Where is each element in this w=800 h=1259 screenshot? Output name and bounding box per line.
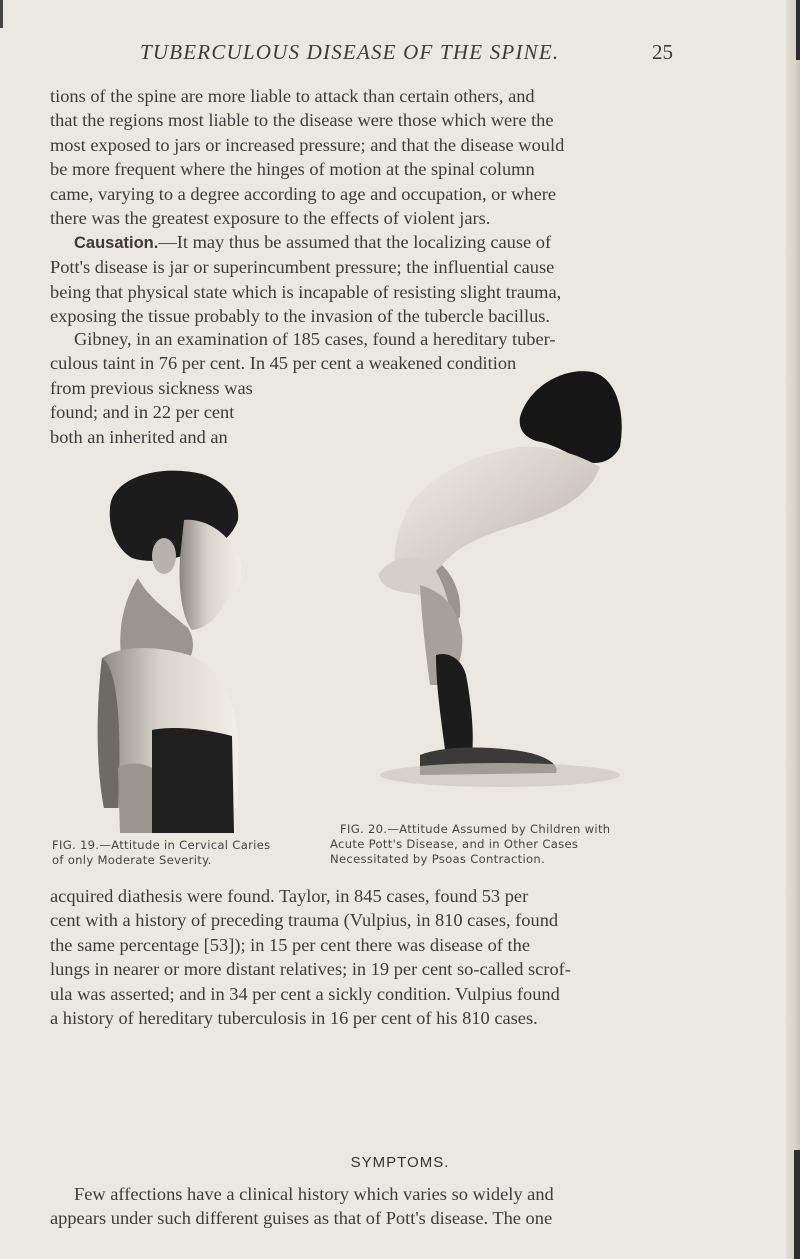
text-line: ula was asserted; and in 34 per cent a sickly condition. Vulpius found	[50, 983, 560, 1004]
text-line: the same percentage [53]); in 15 per cent there was disease of the	[50, 934, 530, 955]
text-line: most exposed to jars or increased pressure; and that the disease would	[50, 134, 565, 155]
text-line: —It may thus be assumed that the localizing cause of	[158, 232, 552, 252]
figure-20-caption	[330, 822, 660, 867]
caption-line: of only Moderate Severity.	[52, 853, 212, 867]
text-line: exposing the tissue probably to the invasion of the tubercle bacillus.	[50, 306, 551, 327]
text-line: came, varying to a degree according to age and occupation, or where	[50, 183, 557, 204]
causation-heading: Causation.	[74, 234, 159, 252]
text-line: found; and in 22 per cent	[50, 402, 235, 423]
figure-20-photo	[350, 355, 640, 800]
text-line: acquired diathesis were found. Taylor, in 845 cases, found 53 per	[50, 886, 529, 906]
text-line: lungs in nearer or more distant relatives; in 19 per cent so-called scrof-	[50, 959, 571, 980]
figure-19-photo	[92, 468, 252, 833]
text-line: both an inherited and an	[50, 426, 228, 447]
figure-19-caption	[52, 838, 302, 868]
text-line: Few affections have a clinical history which varies so widely and	[74, 1184, 554, 1204]
text-line: culous taint in 76 per cent. In 45 per cent a weakened condition	[50, 353, 517, 374]
caption-line: FIG. 20.—Attitude Assumed by Children with	[340, 822, 611, 836]
text-line: appears under such different guises as that of Pott's disease. The one	[50, 1208, 553, 1229]
text-line: from previous sickness was	[50, 378, 253, 398]
caption-line: Acute Pott's Disease, and in Other Cases	[330, 837, 579, 851]
page-number: 25	[652, 40, 673, 64]
text-line: Gibney, in an examination of 185 cases, found a hereditary tuber-	[74, 329, 556, 349]
paragraph-symptoms	[50, 1182, 747, 1231]
text-line: that the regions most liable to the disease were those which were the	[50, 110, 554, 131]
running-head: TUBERCULOUS DISEASE OF THE SPINE.	[140, 40, 560, 64]
text-line: there was the greatest exposure to the effects of violent jars.	[50, 208, 491, 229]
text-line: cent with a history of preceding trauma (Vulpius, in 810 cases, found	[50, 910, 559, 931]
text-line: being that physical state which is incapable of resisting slight trauma,	[50, 281, 562, 302]
text-line: be more frequent where the hinges of motion at the spinal column	[50, 159, 535, 180]
page-header	[0, 40, 800, 70]
text-line: Pott's disease is jar or superincumbent pressure; the influential cause	[50, 257, 555, 278]
paragraph-1	[50, 84, 747, 230]
caption-line: Necessitated by Psoas Contraction.	[330, 852, 546, 866]
page-edge	[786, 0, 800, 1259]
paragraph-causation	[50, 230, 747, 329]
symptoms-heading: SYMPTOMS.	[350, 1154, 450, 1171]
text-line: a history of hereditary tuberculosis in 16 per cent of his 810 cases.	[50, 1008, 538, 1029]
scan-edge-line	[0, 0, 3, 28]
text-line: tions of the spine are more liable to attack than certain others, and	[50, 86, 535, 106]
caption-line: FIG. 19.—Attitude in Cervical Caries	[52, 838, 271, 852]
paragraph-gibney-narrow	[50, 376, 350, 449]
paragraph-taylor	[50, 884, 747, 1030]
